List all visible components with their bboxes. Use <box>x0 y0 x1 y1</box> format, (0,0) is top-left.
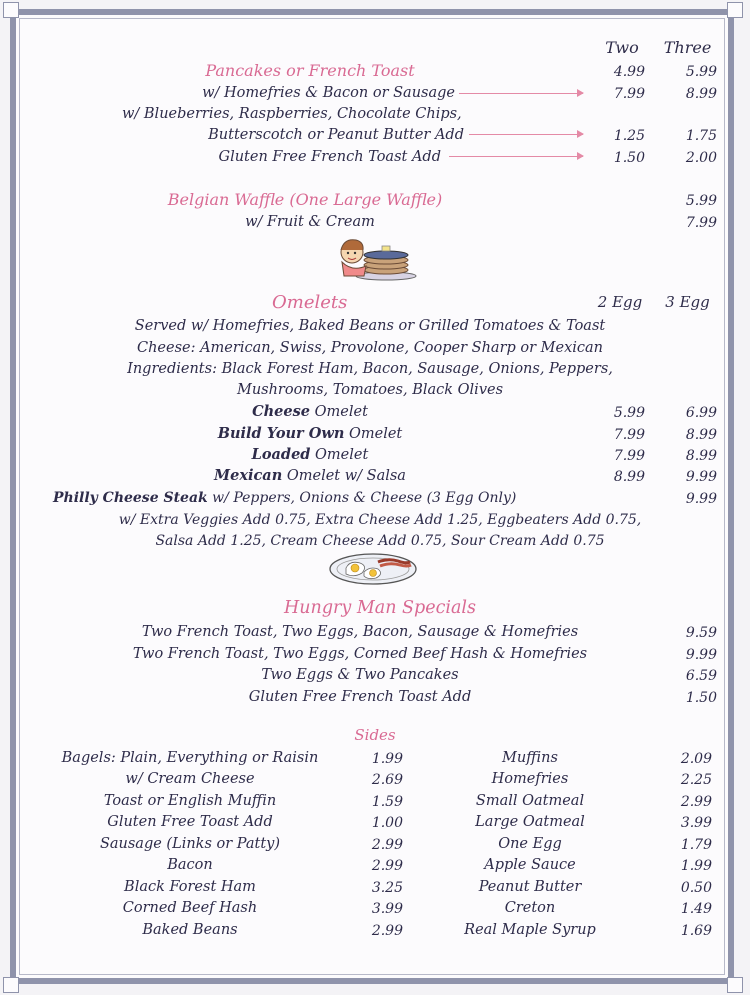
price: 1.69 <box>680 923 712 939</box>
side-item: Creton <box>504 900 556 916</box>
price: 3.99 <box>680 815 712 831</box>
omelets-extras: w/ Extra Veggies Add 0.75, Extra Cheese Add 1.25, Eggbeaters Add 0.75, <box>118 512 642 528</box>
price: 0.50 <box>680 880 712 896</box>
price: 1.50 <box>613 150 645 166</box>
price: 5.99 <box>685 64 717 80</box>
price: 2.09 <box>680 751 712 767</box>
price: 2.00 <box>685 150 717 166</box>
side-item: Small Oatmeal <box>475 793 585 809</box>
side-item: Large Oatmeal <box>475 814 585 830</box>
side-item: Black Forest Ham <box>124 879 256 895</box>
price: 9.99 <box>685 469 717 485</box>
side-item: Sausage (Links or Patty) <box>99 836 281 852</box>
price: 2.99 <box>371 923 403 939</box>
col-header-3-egg: 3 Egg <box>665 293 710 311</box>
price: 7.99 <box>613 448 645 464</box>
price: 1.75 <box>685 128 717 144</box>
omelet-item: Build Your Own Omelet <box>217 425 403 442</box>
sides-title: Sides <box>354 726 396 744</box>
side-item: Homefries <box>491 771 569 787</box>
side-item: Toast or English Muffin <box>103 793 277 809</box>
price: 4.99 <box>613 64 645 80</box>
price: 8.99 <box>613 469 645 485</box>
pancakes-line: w/ Homefries & Bacon or Sausage <box>202 85 455 101</box>
arrow-icon <box>469 134 583 135</box>
hungry-item: Two Eggs & Two Pancakes <box>261 667 459 683</box>
price: 8.99 <box>685 427 717 443</box>
price: 1.50 <box>685 690 717 706</box>
price: 2.25 <box>680 772 712 788</box>
price: 5.99 <box>613 405 645 421</box>
side-item: Baked Beans <box>142 922 238 938</box>
price: 2.99 <box>680 794 712 810</box>
price: 5.99 <box>685 193 717 209</box>
omelet-item: Loaded Omelet <box>251 446 369 463</box>
price: 8.99 <box>685 86 717 102</box>
omelet-item-philly: Philly Cheese Steak w/ Peppers, Onions & Cheese (3 Egg Only) <box>53 490 517 506</box>
corner-ornament-bl <box>3 977 19 993</box>
price: 1.99 <box>680 858 712 874</box>
price: 3.25 <box>371 880 403 896</box>
price: 6.99 <box>685 405 717 421</box>
price: 1.59 <box>371 794 403 810</box>
price: 9.99 <box>685 491 717 507</box>
price: 2.99 <box>371 837 403 853</box>
corner-ornament-br <box>727 977 743 993</box>
side-item: Apple Sauce <box>484 857 576 873</box>
price: 1.99 <box>371 751 403 767</box>
price: 9.59 <box>685 625 717 641</box>
side-item: Peanut Butter <box>478 879 582 895</box>
price: 1.79 <box>680 837 712 853</box>
arrow-icon <box>449 156 583 157</box>
col-header-2-egg: 2 Egg <box>597 293 643 311</box>
side-item: Corned Beef Hash <box>122 900 258 916</box>
side-item: Gluten Free Toast Add <box>107 814 273 830</box>
price: 7.99 <box>613 427 645 443</box>
eggs-bacon-illustration <box>328 552 418 586</box>
pancakes-title: Pancakes or French Toast <box>205 61 415 80</box>
price: 2.99 <box>371 858 403 874</box>
side-item: Bagels: Plain, Everything or Raisin <box>61 750 319 766</box>
pancakes-line: Gluten Free French Toast Add <box>218 149 441 165</box>
waffle-title: Belgian Waffle (One Large Waffle) <box>167 190 443 209</box>
price: 6.59 <box>685 668 717 684</box>
omelet-item: Mexican Omelet w/ Salsa <box>214 467 406 484</box>
hungry-item: Two French Toast, Two Eggs, Bacon, Sausage & Homefries <box>141 624 579 640</box>
side-item: Real Maple Syrup <box>464 922 596 938</box>
arrow-icon <box>459 93 583 94</box>
omelets-description: Served w/ Homefries, Baked Beans or Grilled Tomatoes & Toast <box>134 318 606 334</box>
corner-ornament-tr <box>727 2 743 18</box>
price: 1.49 <box>680 901 712 917</box>
side-item: One Egg <box>498 836 562 852</box>
price: 1.25 <box>613 128 645 144</box>
pancakes-line: Butterscotch or Peanut Butter Add <box>208 127 464 143</box>
price: 1.00 <box>371 815 403 831</box>
col-header-two: Two <box>605 38 639 57</box>
omelets-description: Mushrooms, Tomatoes, Black Olives <box>236 382 504 398</box>
price: 8.99 <box>685 448 717 464</box>
col-header-three: Three <box>663 38 712 57</box>
price: 3.99 <box>371 901 403 917</box>
omelets-title: Omelets <box>272 292 348 313</box>
waffle-line: w/ Fruit & Cream <box>245 214 375 230</box>
side-item: Bacon <box>167 857 213 873</box>
hungry-item: Two French Toast, Two Eggs, Corned Beef Hash & Homefries <box>132 646 588 662</box>
corner-ornament-tl <box>3 2 19 18</box>
side-item: Muffins <box>502 750 558 766</box>
omelets-description: Ingredients: Black Forest Ham, Bacon, Sausage, Onions, Peppers, <box>127 361 613 377</box>
omelet-item: Cheese Omelet <box>252 403 368 420</box>
hungry-item: Gluten Free French Toast Add <box>248 689 472 705</box>
price: 2.69 <box>371 772 403 788</box>
omelets-extras: Salsa Add 1.25, Cream Cheese Add 0.75, Sour Cream Add 0.75 <box>155 533 605 549</box>
side-item: w/ Cream Cheese <box>125 771 255 787</box>
pancakes-line: w/ Blueberries, Raspberries, Chocolate Chips, <box>122 106 462 122</box>
price: 7.99 <box>685 215 717 231</box>
omelets-description: Cheese: American, Swiss, Provolone, Cooper Sharp or Mexican <box>136 340 604 356</box>
hungry-man-title: Hungry Man Specials <box>284 598 476 618</box>
price: 7.99 <box>613 86 645 102</box>
price: 9.99 <box>685 647 717 663</box>
pancake-stack-illustration <box>334 236 420 282</box>
